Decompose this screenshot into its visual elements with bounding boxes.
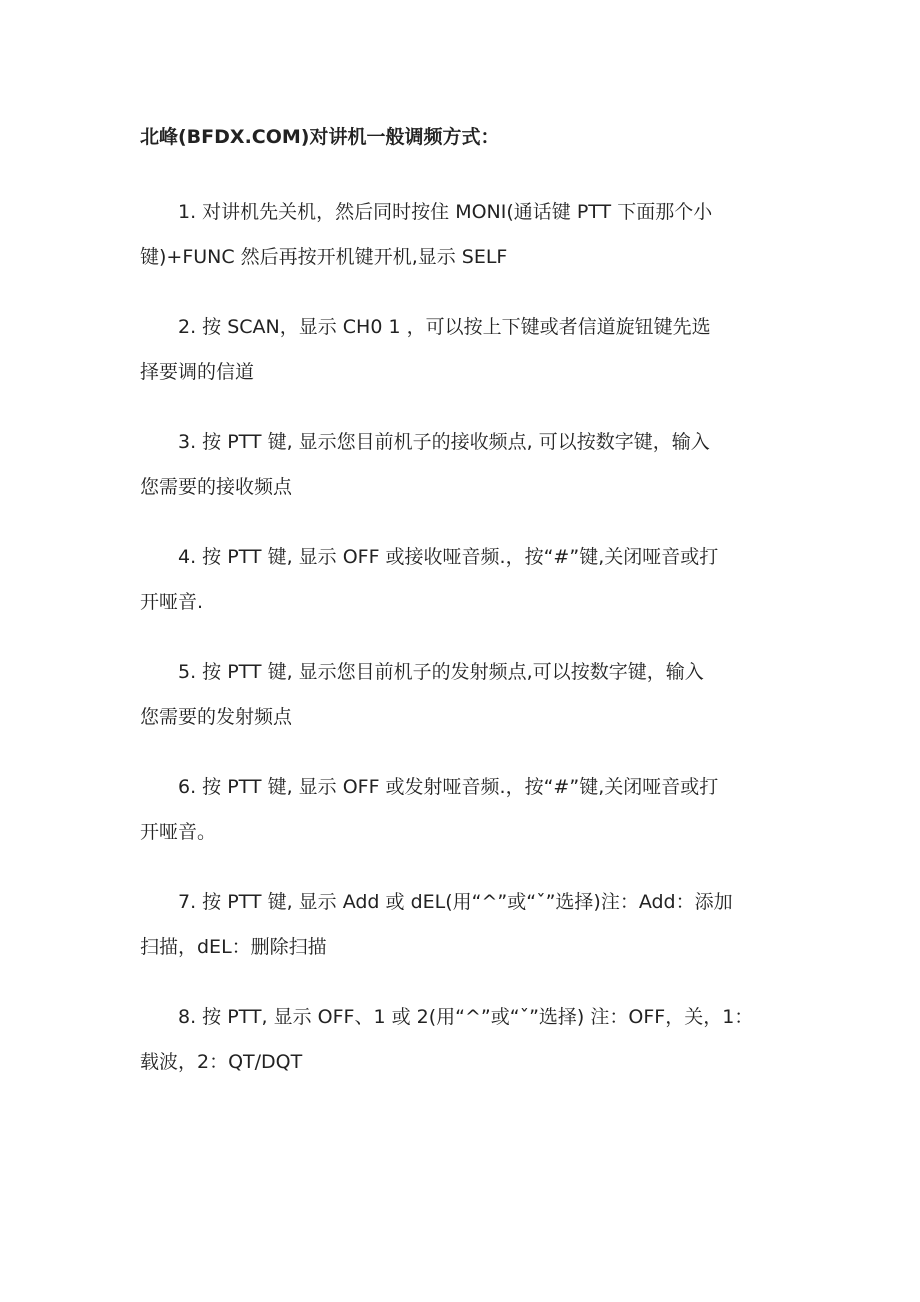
paragraph-list bbox=[140, 190, 785, 1085]
document-title: 北峰(BFDX.COM)对讲机一般调频方式： bbox=[140, 126, 500, 148]
step-paragraph bbox=[140, 880, 785, 970]
step-paragraph bbox=[140, 995, 785, 1085]
step-paragraph bbox=[140, 650, 785, 740]
paragraph-line: 2. 按 SCAN，显示 CH0 1 ，可以按上下键或者信道旋钮键先选 bbox=[178, 316, 711, 338]
paragraph-line: 1. 对讲机先关机，然后同时按住 MONI(通话键 PTT 下面那个小 bbox=[178, 201, 713, 223]
paragraph-line: 6. 按 PTT 键, 显示 OFF 或发射哑音频.，按“#”键,关闭哑音或打 bbox=[178, 776, 719, 798]
paragraph-line: 开哑音. bbox=[140, 591, 204, 613]
step-paragraph bbox=[140, 420, 785, 510]
paragraph-line: 7. 按 PTT 键, 显示 Add 或 dEL(用“^”或“ˇ”选择)注：Add：添加 bbox=[178, 891, 733, 913]
step-paragraph bbox=[140, 535, 785, 625]
step-paragraph bbox=[140, 765, 785, 855]
document-body bbox=[140, 120, 785, 1110]
paragraph-line: 扫描，dEL：删除扫描 bbox=[140, 936, 327, 958]
paragraph-line: 您需要的发射频点 bbox=[140, 706, 293, 728]
paragraph-line: 8. 按 PTT, 显示 OFF、1 或 2(用“^”或“ˇ”选择) 注：OFF，关，1： bbox=[178, 1006, 754, 1028]
paragraph-line: 5. 按 PTT 键, 显示您目前机子的发射频点,可以按数字键，输入 bbox=[178, 661, 704, 683]
paragraph-line: 3. 按 PTT 键, 显示您目前机子的接收频点, 可以按数字键，输入 bbox=[178, 431, 710, 453]
paragraph-line: 键)+FUNC 然后再按开机键开机,显示 SELF bbox=[140, 246, 508, 268]
paragraph-line: 择要调的信道 bbox=[140, 361, 255, 383]
paragraph-line: 4. 按 PTT 键, 显示 OFF 或接收哑音频.，按“#”键,关闭哑音或打 bbox=[178, 546, 719, 568]
paragraph-line: 载波，2：QT/DQT bbox=[140, 1051, 303, 1073]
step-paragraph bbox=[140, 305, 785, 395]
paragraph-line: 开哑音。 bbox=[140, 821, 217, 843]
step-paragraph bbox=[140, 190, 785, 280]
paragraph-line: 您需要的接收频点 bbox=[140, 476, 293, 498]
